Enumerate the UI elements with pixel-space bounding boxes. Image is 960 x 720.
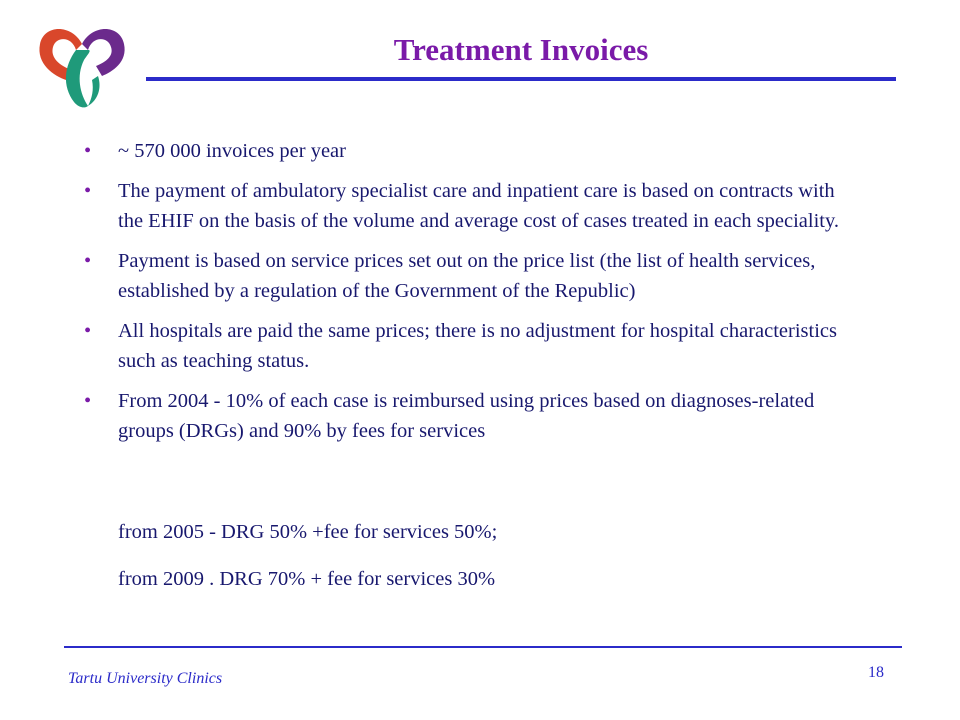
bullet-text: Payment is based on service prices set out on the price list (the list of health services, established by a regulation of the Government of the Republic) (118, 250, 816, 302)
logo-green-tail (88, 76, 100, 106)
continuation-line: from 2005 - DRG 50% +fee for services 50%; (118, 521, 498, 543)
bullet-marker: • (84, 320, 92, 342)
bullet-item (82, 316, 862, 376)
page-number: 18 (868, 664, 884, 681)
bullet-item (82, 246, 862, 306)
bullet-text: All hospitals are paid the same prices; there is no adjustment for hospital characteristics such as teaching status. (118, 320, 837, 372)
bullet-text: From 2004 - 10% of each case is reimbursed using prices based on diagnoses-related groups (DRGs) and 90% by fees for services (118, 390, 815, 442)
bullet-marker: • (84, 390, 92, 412)
bullet-item (82, 176, 862, 236)
slide-title: Treatment Invoices (393, 32, 649, 67)
bullet-text: ~ 570 000 invoices per year (118, 140, 346, 162)
footer-organization: Tartu University Clinics (68, 670, 223, 687)
continuation-line: from 2009 . DRG 70% + fee for services 30% (118, 568, 496, 590)
footer-divider (64, 646, 902, 648)
bullet-marker: • (84, 250, 92, 272)
bullet-list (82, 136, 862, 456)
title-divider (146, 77, 896, 81)
bullet-marker: • (84, 140, 92, 162)
bullet-text: The payment of ambulatory specialist care and inpatient care is based on contracts with the EHIF on the basis of the volume and average cost of cases treated in each speciality. (118, 180, 840, 232)
logo-green-ring (66, 50, 90, 107)
bullet-marker: • (84, 180, 92, 202)
bullet-item (82, 136, 862, 166)
bullet-item (82, 386, 862, 446)
clinic-logo (32, 14, 132, 114)
